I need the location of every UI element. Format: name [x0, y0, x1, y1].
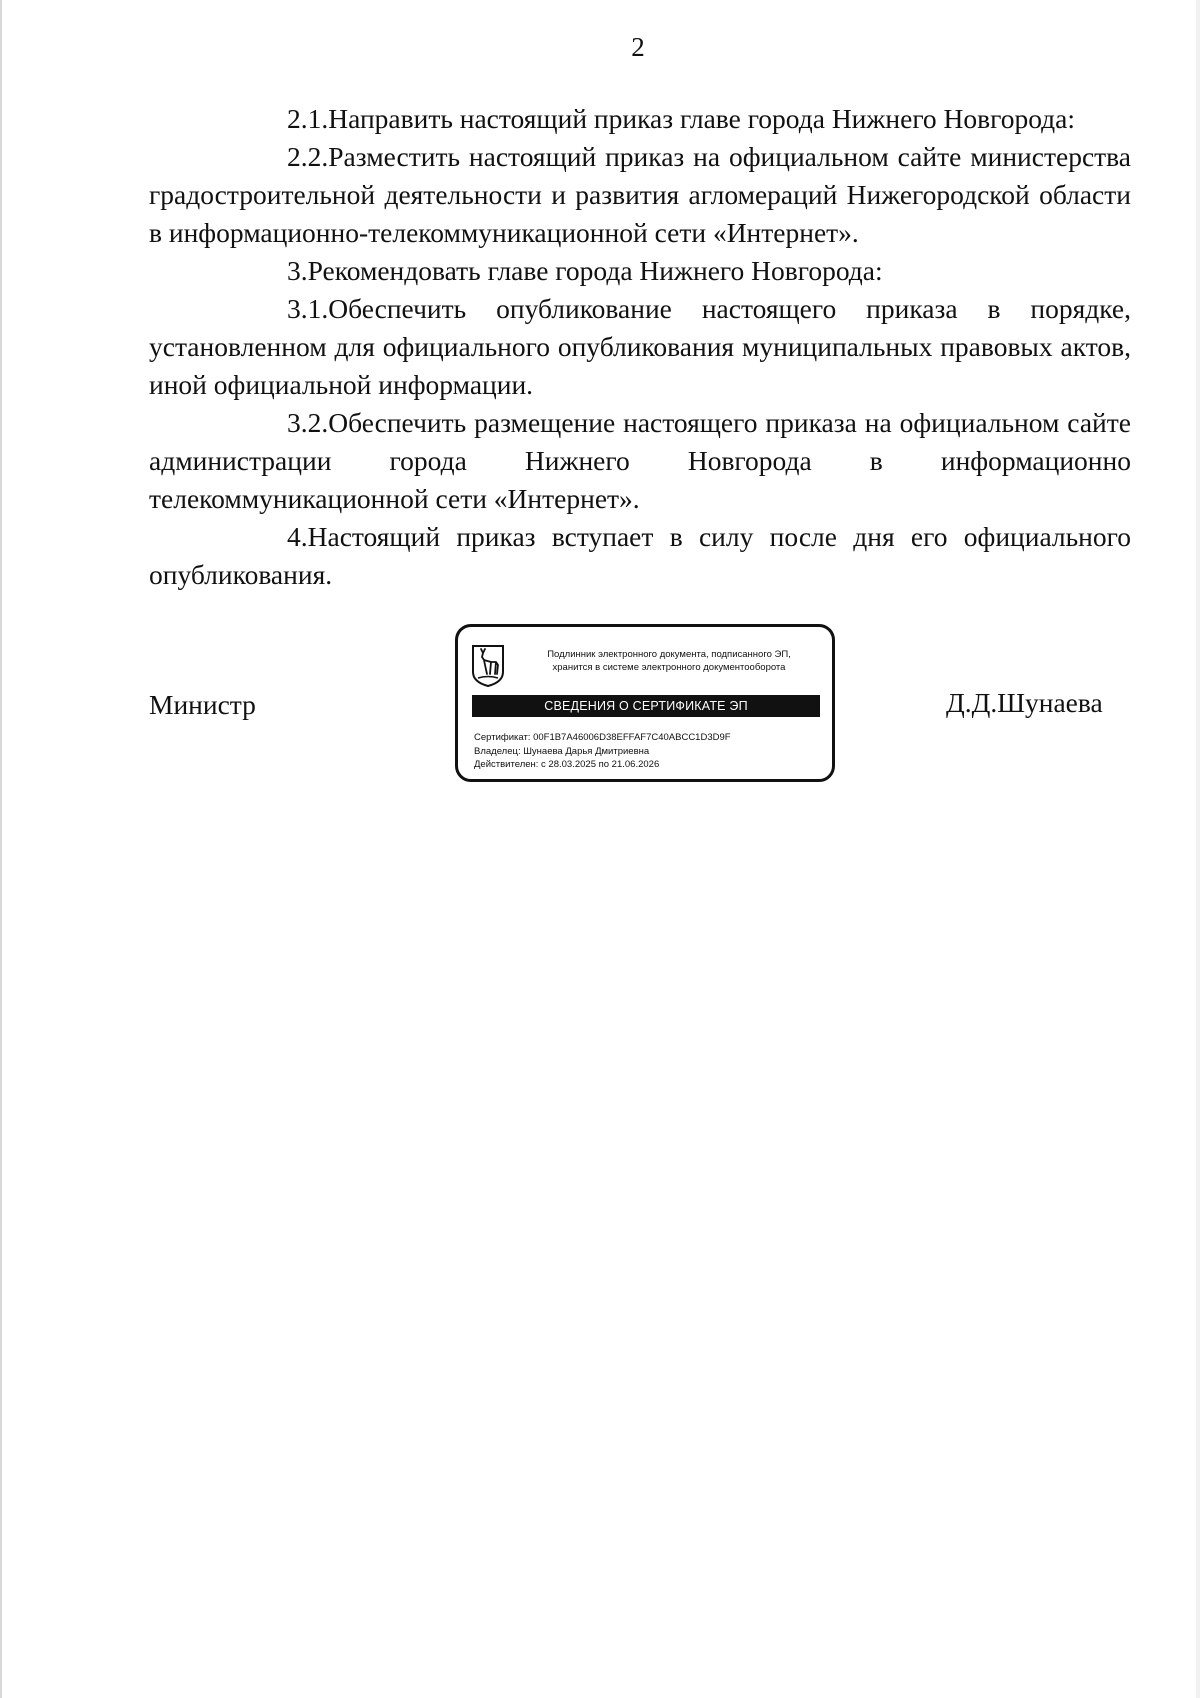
- stamp-certificate-bar: СВЕДЕНИЯ О СЕРТИФИКАТЕ ЭП: [472, 695, 820, 717]
- paragraph-number: 2.2.: [287, 141, 329, 172]
- stamp-certificate-details: [474, 731, 824, 772]
- paragraph-number: 2.1.: [287, 103, 329, 134]
- paragraph-text: Обеспечить опубликование настоящего приказа в порядке, установленном для официального опубликования муниципальных правовых актов, иной официальной информации.: [149, 293, 1131, 400]
- signatory-name: Д.Д.Шунаева: [946, 687, 1103, 718]
- paragraph-text: Обеспечить размещение настоящего приказа на официальном сайте администрации города Нижнего Новгорода в информационно телекоммуникационной сети «Интернет».: [149, 407, 1131, 514]
- paragraph-2-1: [149, 100, 1131, 138]
- paragraph-3-1: [149, 290, 1131, 404]
- certificate-validity: Действителен: с 28.03.2025 по 21.06.2026: [474, 759, 660, 770]
- paragraph-number: 3.2.: [287, 407, 329, 438]
- stamp-header-line: хранится в системе электронного документооборота: [552, 662, 786, 673]
- paragraph-4: [149, 518, 1131, 594]
- paragraph-3-2: [149, 404, 1131, 518]
- paragraph-number: 4.: [287, 521, 308, 552]
- paragraph-text: Рекомендовать главе города Нижнего Новгорода:: [307, 255, 883, 286]
- page-number: 2: [631, 32, 645, 62]
- paragraph-number: 3.1.: [287, 293, 329, 324]
- paragraph-number: 3.: [287, 255, 308, 286]
- stamp-header-line: Подлинник электронного документа, подписанного ЭП,: [547, 649, 791, 660]
- scan-edge-left: [0, 0, 2, 1698]
- deer-coat-of-arms-icon: [471, 644, 505, 688]
- paragraph-text: Разместить настоящий приказ на официальном сайте министерства градостроительной деятельности и развития агломераций Нижегородской области в информационно-телекоммуникационной сети «Интернет».: [149, 141, 1131, 248]
- certificate-number: Сертификат: 00F1B7A46006D38EFFAF7C40ABCC1D3D9F: [474, 732, 731, 743]
- paragraph-text: Настоящий приказ вступает в силу после дня его официального опубликования.: [149, 521, 1131, 590]
- signatory-title: Министр: [149, 689, 256, 720]
- electronic-signature-stamp: [455, 624, 835, 782]
- paragraph-3: [149, 252, 1131, 290]
- stamp-header: [518, 648, 820, 674]
- document-body: [149, 100, 1131, 594]
- paragraph-2-2: [149, 138, 1131, 252]
- certificate-owner: Владелец: Шунаева Дарья Дмитриевна: [474, 745, 650, 757]
- scan-edge-right: [1196, 0, 1200, 1698]
- paragraph-text: Направить настоящий приказ главе города Нижнего Новгорода:: [328, 103, 1076, 134]
